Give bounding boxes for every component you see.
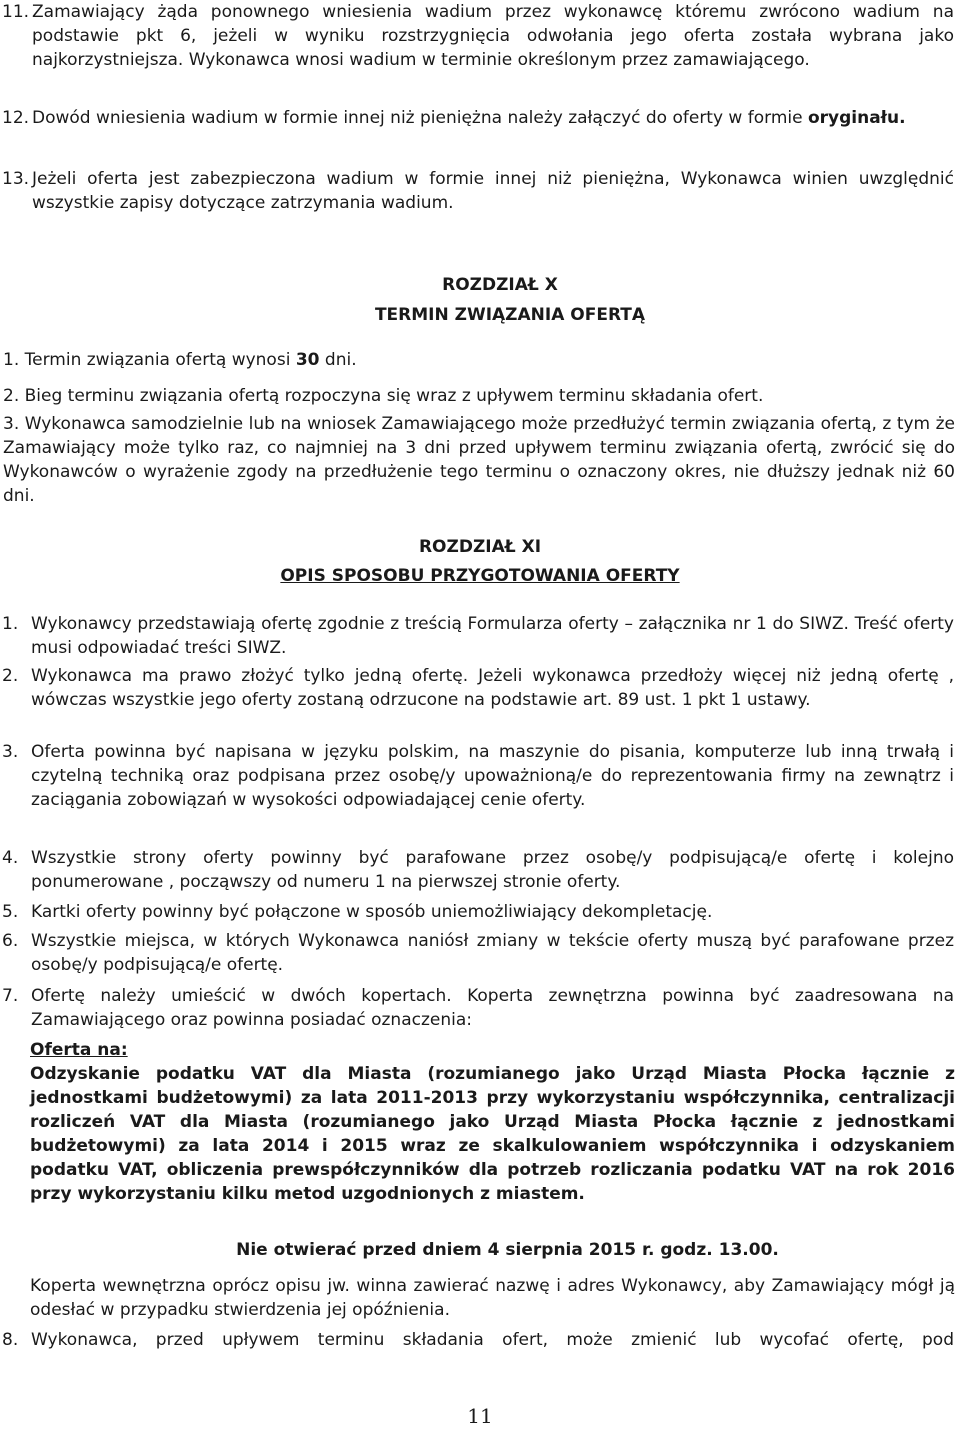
- item-text: Wykonawca, przed upływem terminu składania ofert, może zmienić lub wycofać ofertę, pod: [31, 1330, 954, 1350]
- page-number: 11: [467, 1404, 493, 1428]
- list-item: [2, 1328, 954, 1352]
- item-text: Ofertę należy umieścić w dwóch kopertach. Koperta zewnętrzna powinna być zaadresowana na Zamawiającego oraz powinna posiadać oznaczenia:: [31, 986, 954, 1030]
- list-item: [2, 0, 954, 72]
- item-number: 5.: [2, 902, 19, 922]
- item-number: 1.: [3, 350, 20, 370]
- chapter-title: OPIS SPOSOBU PRZYGOTOWANIA OFERTY: [280, 566, 680, 586]
- list-item: [2, 106, 954, 130]
- chapter-heading: ROZDZIAŁ X: [442, 275, 558, 295]
- item-number: 11.: [2, 2, 30, 22]
- item-number: 7.: [2, 986, 19, 1006]
- item-number: 1.: [2, 614, 19, 634]
- item-text: Wykonawcy przedstawiają ofertę zgodnie z treścią Formularza oferty – załącznika nr 1 do SIWZ. Treść oferty musi odpowiadać treści SIWZ.: [31, 614, 954, 658]
- list-item: [2, 740, 954, 812]
- offer-label: Oferta na:: [30, 1040, 128, 1060]
- item-text-regular: Dowód wniesienia wadium w formie innej niż pieniężna należy załączyć do oferty w formie: [32, 108, 808, 128]
- inner-envelope-note: Koperta wewnętrzna oprócz opisu jw. winna zawierać nazwę i adres Wykonawcy, aby Zamawiający mógł ją odesłać w przypadku stwierdzenia jej opóźnienia.: [30, 1276, 955, 1320]
- list-item: [2, 984, 954, 1032]
- item-text: Wszystkie strony oferty powinny być parafowane przez osobę/y podpisującą/e ofertę i kolejno ponumerowane , począwszy od numeru 1 na pierwszej stronie oferty.: [31, 848, 954, 892]
- item-text-regular: dni.: [319, 350, 357, 370]
- offer-title: Odzyskanie podatku VAT dla Miasta (rozumianego jako Urząd Miasta Płocka łącznie z jednostkami budżetowymi) za lata 2011-2013 przy wykorzystaniu współczynnika, centralizacji rozliczeń VAT dla Miasta (rozumianego jako Urząd Miasta Płocka łącznie z jednostkami budżetowymi) za lata 2014 i 2015 wraz ze skalkulowaniem współczynnika i odzyskaniem podatku VAT, obliczenia prewspółczynników dla potrzeb rozliczania podatku VAT na rok 2016 przy wykorzystaniu kilku metod uzgodnionych z miastem.: [30, 1064, 955, 1204]
- item-text: Wykonawca samodzielnie lub na wniosek Zamawiającego może przedłużyć termin związania ofertą, z tym że Zamawiający może tylko raz, co najmniej na 3 dni przed upływem terminu związania ofertą, zwrócić się do Wykonawców o wyrażenie zgody na przedłużenie tego terminu o oznaczony okres, nie dłuższy jednak niż 60 dni.: [3, 414, 955, 506]
- item-text-regular: Termin związania ofertą wynosi: [24, 350, 296, 370]
- list-item: [3, 384, 943, 408]
- item-number: 6.: [2, 931, 19, 951]
- item-text: Oferta powinna być napisana w języku polskim, na maszynie do pisania, komputerze lub inną trwałą i czytelną techniką oraz podpisana przez osobę/y upoważnioną/e do reprezentowania firmy na zewnątrz i zaciągania zobowiązań w wysokości odpowiadającej cenie oferty.: [31, 742, 954, 810]
- chapter-title: TERMIN ZWIĄZANIA OFERTĄ: [374, 305, 646, 325]
- item-text: Jeżeli oferta jest zabezpieczona wadium w formie innej niż pieniężna, Wykonawca winien uwzględnić wszystkie zapisy dotyczące zatrzymania wadium.: [32, 169, 954, 213]
- item-number: 3.: [2, 742, 19, 762]
- item-number: 2.: [3, 386, 20, 406]
- item-number: 13.: [2, 169, 30, 189]
- item-text: Zamawiający żąda ponownego wniesienia wadium przez wykonawcę któremu zwrócono wadium na podstawie pkt 6, jeżeli w wyniku rozstrzygnięcia odwołania jego oferta została wybrana jako najkorzystniejsza. Wykonawca wnosi wadium w terminie określonym przez zamawiającego.: [32, 2, 954, 70]
- item-text: Wszystkie miejsca, w których Wykonawca naniósł zmiany w tekście oferty muszą być parafowane przez osobę/y podpisującą/e ofertę.: [31, 931, 954, 975]
- item-number: 12.: [2, 108, 30, 128]
- item-number: 3.: [3, 414, 20, 434]
- item-number: 4.: [2, 848, 19, 868]
- opening-deadline: Nie otwierać przed dniem 4 sierpnia 2015 r. godz. 13.00.: [236, 1240, 779, 1260]
- list-item: [2, 664, 954, 712]
- item-number: 8.: [2, 1330, 19, 1350]
- item-text-bold: oryginału.: [807, 108, 906, 128]
- list-item: [3, 348, 943, 372]
- item-text-bold: 30: [295, 350, 320, 370]
- list-item: [2, 846, 954, 894]
- list-item: [2, 167, 954, 215]
- list-item: [2, 929, 954, 977]
- list-item: [2, 900, 954, 924]
- list-item: [3, 412, 955, 508]
- list-item: [2, 612, 954, 660]
- item-number: 2.: [2, 666, 19, 686]
- item-text: Kartki oferty powinny być połączone w sposób uniemożliwiający dekompletację.: [31, 902, 713, 922]
- item-text: [32, 106, 954, 130]
- chapter-heading: ROZDZIAŁ XI: [418, 537, 542, 557]
- item-text: Bieg terminu związania ofertą rozpoczyna się wraz z upływem terminu składania ofert.: [24, 386, 764, 406]
- item-text: Wykonawca ma prawo złożyć tylko jedną ofertę. Jeżeli wykonawca przedłoży więcej niż jedną ofertę , wówczas wszystkie jego oferty zostaną odrzucone na podstawie art. 89 ust. 1 pkt 1 ustawy.: [31, 666, 954, 710]
